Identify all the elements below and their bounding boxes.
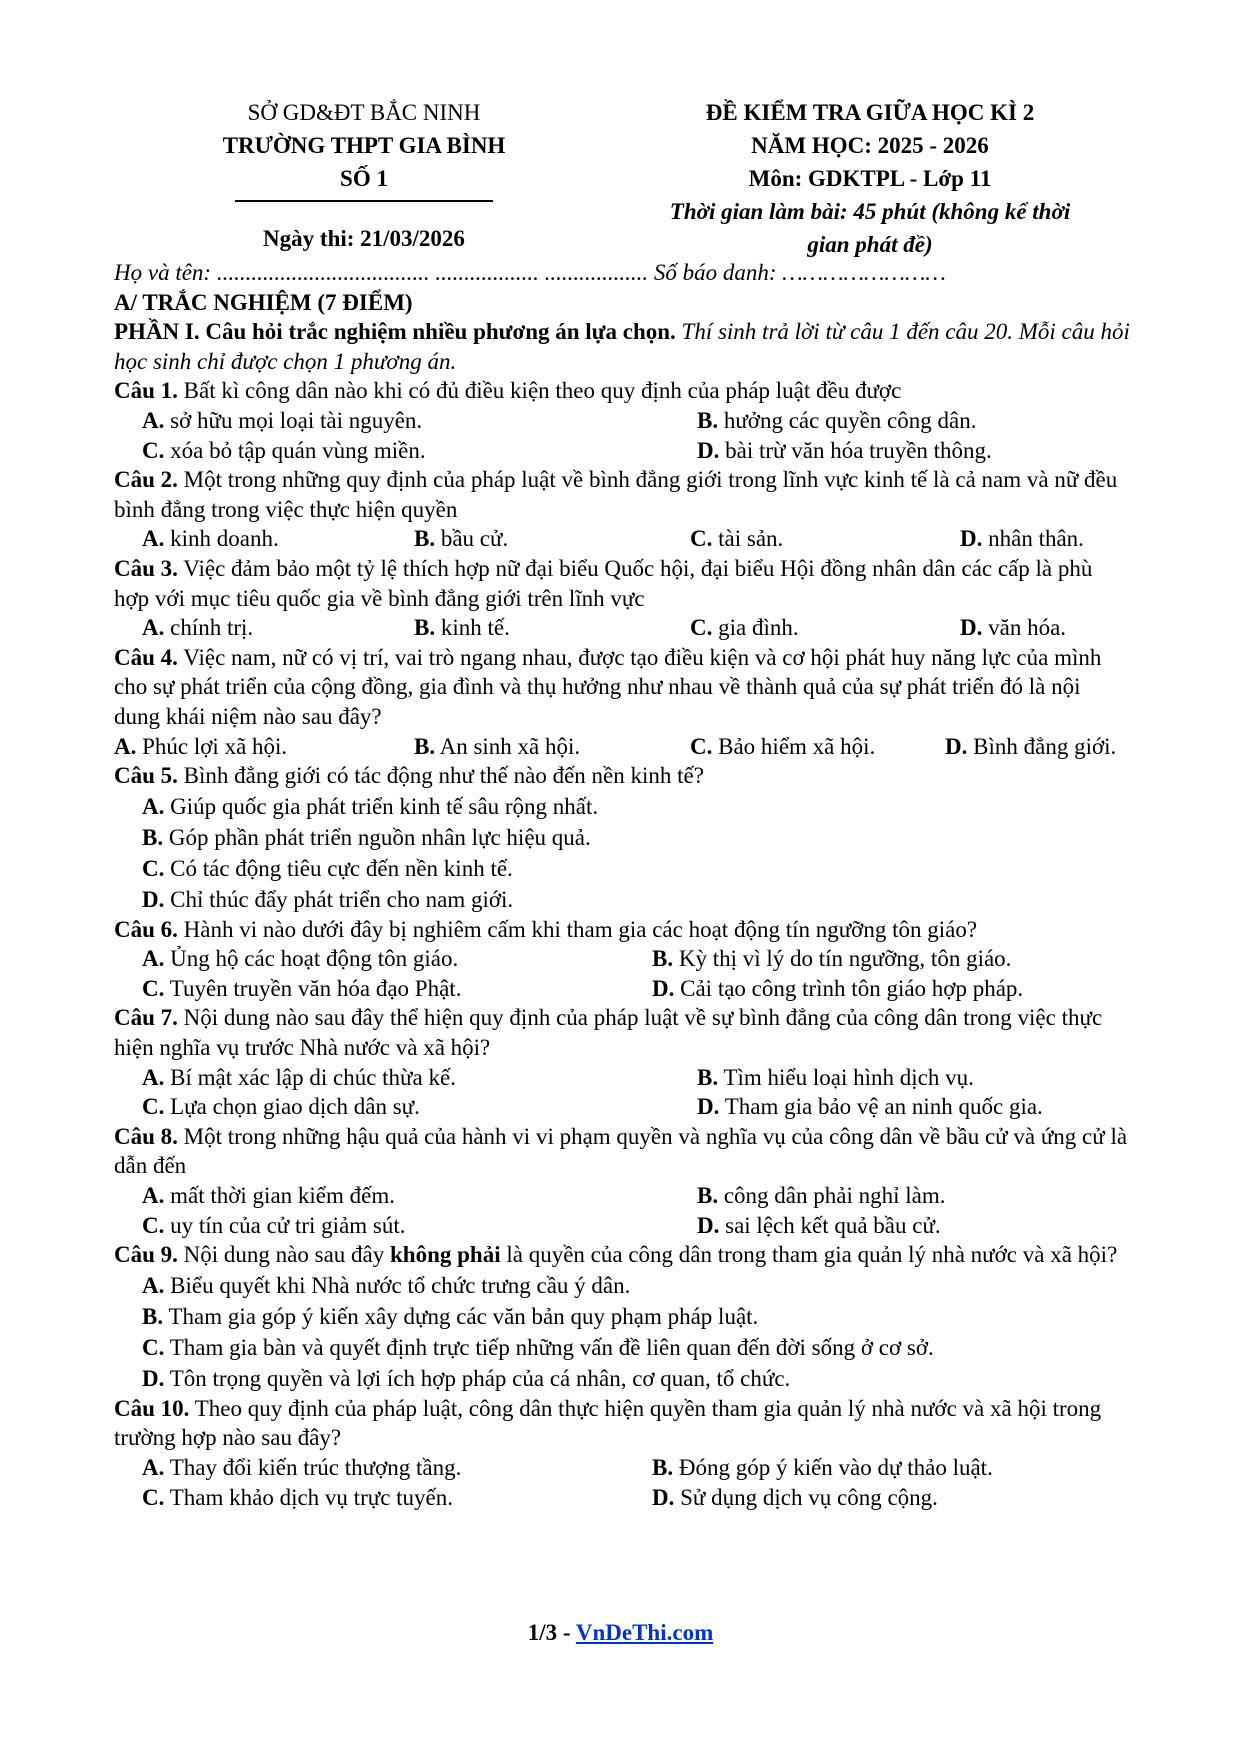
question-text: Việc đảm bảo một tỷ lệ thích hợp nữ đại biểu Quốc hội, đại biểu Hội đồng nhân dân các cấp là phù hợp với mục tiêu quốc gia về bình đẳng giới trên lĩnh vực <box>114 555 1093 611</box>
option-c: C. Lựa chọn giao dịch dân sự. <box>142 1094 420 1120</box>
question-number: Câu 3. <box>114 555 178 581</box>
site-link[interactable]: VnDeThi.com <box>575 1620 714 1645</box>
question-1 <box>114 376 1132 465</box>
question-number: Câu 5. <box>114 763 178 789</box>
option-b: B. An sinh xã hội. <box>414 733 581 759</box>
option-b: B. Tìm hiểu loại hình dịch vụ. <box>697 1064 974 1090</box>
question-number: Câu 1. <box>114 378 178 404</box>
question-number: Câu 7. <box>114 1005 178 1031</box>
option-a: A. kinh doanh. <box>142 526 279 552</box>
question-text: Bất kì công dân nào khi có đủ điều kiện theo quy định của pháp luật đều được <box>183 378 902 404</box>
question-number: Câu 8. <box>114 1123 178 1149</box>
exam-header <box>630 96 1110 261</box>
option-b: B. công dân phải nghỉ làm. <box>697 1183 946 1209</box>
question-text: Một trong những hậu quả của hành vi vi phạm quyền và nghĩa vụ của công dân về bầu cử và ứng cử là dẫn đến <box>114 1123 1128 1179</box>
question-text: Bình đẳng giới có tác động như thế nào đến nền kinh tế? <box>183 763 704 789</box>
option-d: D. Bình đẳng giới. <box>945 733 1117 759</box>
question-number: Câu 9. <box>114 1242 178 1268</box>
question-2 <box>114 465 1132 554</box>
exam-date: Ngày thi: 21/03/2026 <box>263 226 465 251</box>
option-c: C. tài sản. <box>690 526 784 552</box>
option-d: D. Sử dụng dịch vụ công cộng. <box>652 1484 938 1510</box>
option-a: A. mất thời gian kiểm đếm. <box>142 1183 395 1209</box>
question-number: Câu 4. <box>114 644 178 670</box>
option-c: C. xóa bỏ tập quán vùng miền. <box>142 437 426 463</box>
option-a: A. Phúc lợi xã hội. <box>114 733 288 759</box>
question-text: Việc nam, nữ có vị trí, vai trò ngang nhau, được tạo điều kiện và cơ hội phát huy năng lực của mình cho sự phát triển của cộng đồng, gia đình và thụ hưởng như nhau về thành quả của sự phát triển đó là nội dung khái niệm nào sau đây? <box>114 644 1102 729</box>
option-d: D. sai lệch kết quả bầu cử. <box>697 1212 941 1238</box>
option-d: D. bài trừ văn hóa truyền thông. <box>697 437 992 463</box>
question-text: Nội dung nào sau đây thể hiện quy định của pháp luật về sự bình đẳng của công dân trong việc thực hiện nghĩa vụ trước Nhà nước và xã hội? <box>114 1005 1103 1061</box>
question-text: Một trong những quy định của pháp luật về bình đẳng giới trong lĩnh vực kinh tế là cả nam và nữ đều bình đẳng trong việc thực hiện quyền <box>114 467 1118 522</box>
question-number: Câu 2. <box>114 467 178 493</box>
question-text: Hành vi nào dưới đây bị nghiêm cấm khi tham gia các hoạt động tín ngưỡng tôn giáo? <box>183 916 978 942</box>
question-9 <box>114 1240 1132 1394</box>
exam-title: ĐỀ KIỂM TRA GIỮA HỌC KÌ 2 <box>705 100 1035 125</box>
option-a: A. Bí mật xác lập di chúc thừa kế. <box>142 1064 456 1090</box>
student-info-line: Họ và tên: ..................................... .................. .................. Số báo danh: …………………… <box>114 260 946 285</box>
option-b: B. hưởng các quyền công dân. <box>697 407 977 433</box>
option-b: B. Đóng góp ý kiến vào dự thảo luật. <box>652 1455 993 1480</box>
option-b: B. kinh tế. <box>414 615 510 641</box>
part1-instruction: Thí sinh trả lời từ câu 1 đến câu 20. Mỗi câu hỏi học sinh chỉ được chọn 1 phương án. <box>114 319 1130 374</box>
option-d: D. Tôn trọng quyền và lợi ích hợp pháp của cá nhân, cơ quan, tổ chức. <box>142 1365 791 1391</box>
option-b: B. Kỳ thị vì lý do tín ngưỡng, tôn giáo. <box>652 946 1012 972</box>
department-name: SỞ GD&ĐT BẮC NINH <box>247 100 481 125</box>
option-d: D. Chỉ thúc đẩy phát triển cho nam giới. <box>142 886 514 912</box>
time-line-1: Thời gian làm bài: 45 phút (không kể thời <box>669 199 1071 224</box>
option-a: A. Thay đổi kiến trúc thượng tầng. <box>142 1455 462 1480</box>
time-line-2: gian phát đề) <box>807 232 933 257</box>
option-d: D. văn hóa. <box>960 615 1067 641</box>
question-7 <box>114 1003 1132 1121</box>
option-c: C. gia đình. <box>690 615 799 641</box>
question-number: Câu 10. <box>114 1395 190 1421</box>
question-5 <box>114 761 1132 915</box>
school-header <box>205 96 523 255</box>
question-number: Câu 6. <box>114 916 178 942</box>
option-b: B. Góp phần phát triển nguồn nhân lực hiệu quả. <box>142 824 591 850</box>
school-year: NĂM HỌC: 2025 - 2026 <box>751 133 989 158</box>
option-d: D. nhân thân. <box>960 526 1084 552</box>
option-a: A. Giúp quốc gia phát triển kinh tế sâu rộng nhất. <box>142 793 599 819</box>
header-divider <box>235 200 493 202</box>
option-c: C. Bảo hiểm xã hội. <box>690 733 876 759</box>
question-10 <box>114 1394 1132 1512</box>
option-c: C. Có tác động tiêu cực đến nền kinh tế. <box>142 855 513 881</box>
option-c: C. uy tín của cử tri giảm sút. <box>142 1212 406 1238</box>
option-b: B. bầu cử. <box>414 526 509 552</box>
option-b: B. Tham gia góp ý kiến xây dựng các văn bản quy phạm pháp luật. <box>142 1303 759 1329</box>
exam-body <box>114 258 1132 1512</box>
part1-heading <box>114 317 1132 376</box>
option-a: A. Ủng hộ các hoạt động tôn giáo. <box>142 946 459 972</box>
question-8 <box>114 1122 1132 1240</box>
option-c: C. Tuyên truyền văn hóa đạo Phật. <box>142 975 462 1001</box>
school-name: TRƯỜNG THPT GIA BÌNH SỐ 1 <box>222 133 506 191</box>
negation-emphasis: không phải <box>389 1242 501 1268</box>
question-3 <box>114 554 1132 643</box>
option-a: A. Biểu quyết khi Nhà nước tổ chức trưng cầu ý dân. <box>142 1272 631 1298</box>
option-c: C. Tham khảo dịch vụ trực tuyến. <box>142 1484 453 1510</box>
section-a-title: A/ TRẮC NGHIỆM (7 ĐIỂM) <box>114 289 413 315</box>
option-d: D. Tham gia bảo vệ an ninh quốc gia. <box>697 1094 1043 1120</box>
question-text: Theo quy định của pháp luật, công dân thực hiện quyền tham gia quản lý nhà nước và xã hội trong trường hợp nào sau đây? <box>114 1395 1102 1451</box>
question-text: Nội dung nào sau đây không phải là quyền của công dân trong tham gia quản lý nhà nước và xã hội? <box>183 1242 1118 1268</box>
part1-title: PHẦN I. Câu hỏi trắc nghiệm nhiều phương án lựa chọn. <box>114 319 676 345</box>
question-6 <box>114 915 1132 1004</box>
page-footer: 1/3 - VnDeThi.com <box>527 1620 714 1645</box>
page-number: 1/3 <box>527 1620 558 1645</box>
subject-line: Môn: GDKTPL - Lớp 11 <box>748 166 992 191</box>
option-d: D. Cải tạo công trình tôn giáo hợp pháp. <box>652 975 1024 1001</box>
question-4 <box>114 643 1132 761</box>
option-a: A. sở hữu mọi loại tài nguyên. <box>142 407 423 433</box>
option-c: C. Tham gia bàn và quyết định trực tiếp những vấn đề liên quan đến đời sống ở cơ sở. <box>142 1334 934 1360</box>
option-a: A. chính trị. <box>142 615 254 641</box>
